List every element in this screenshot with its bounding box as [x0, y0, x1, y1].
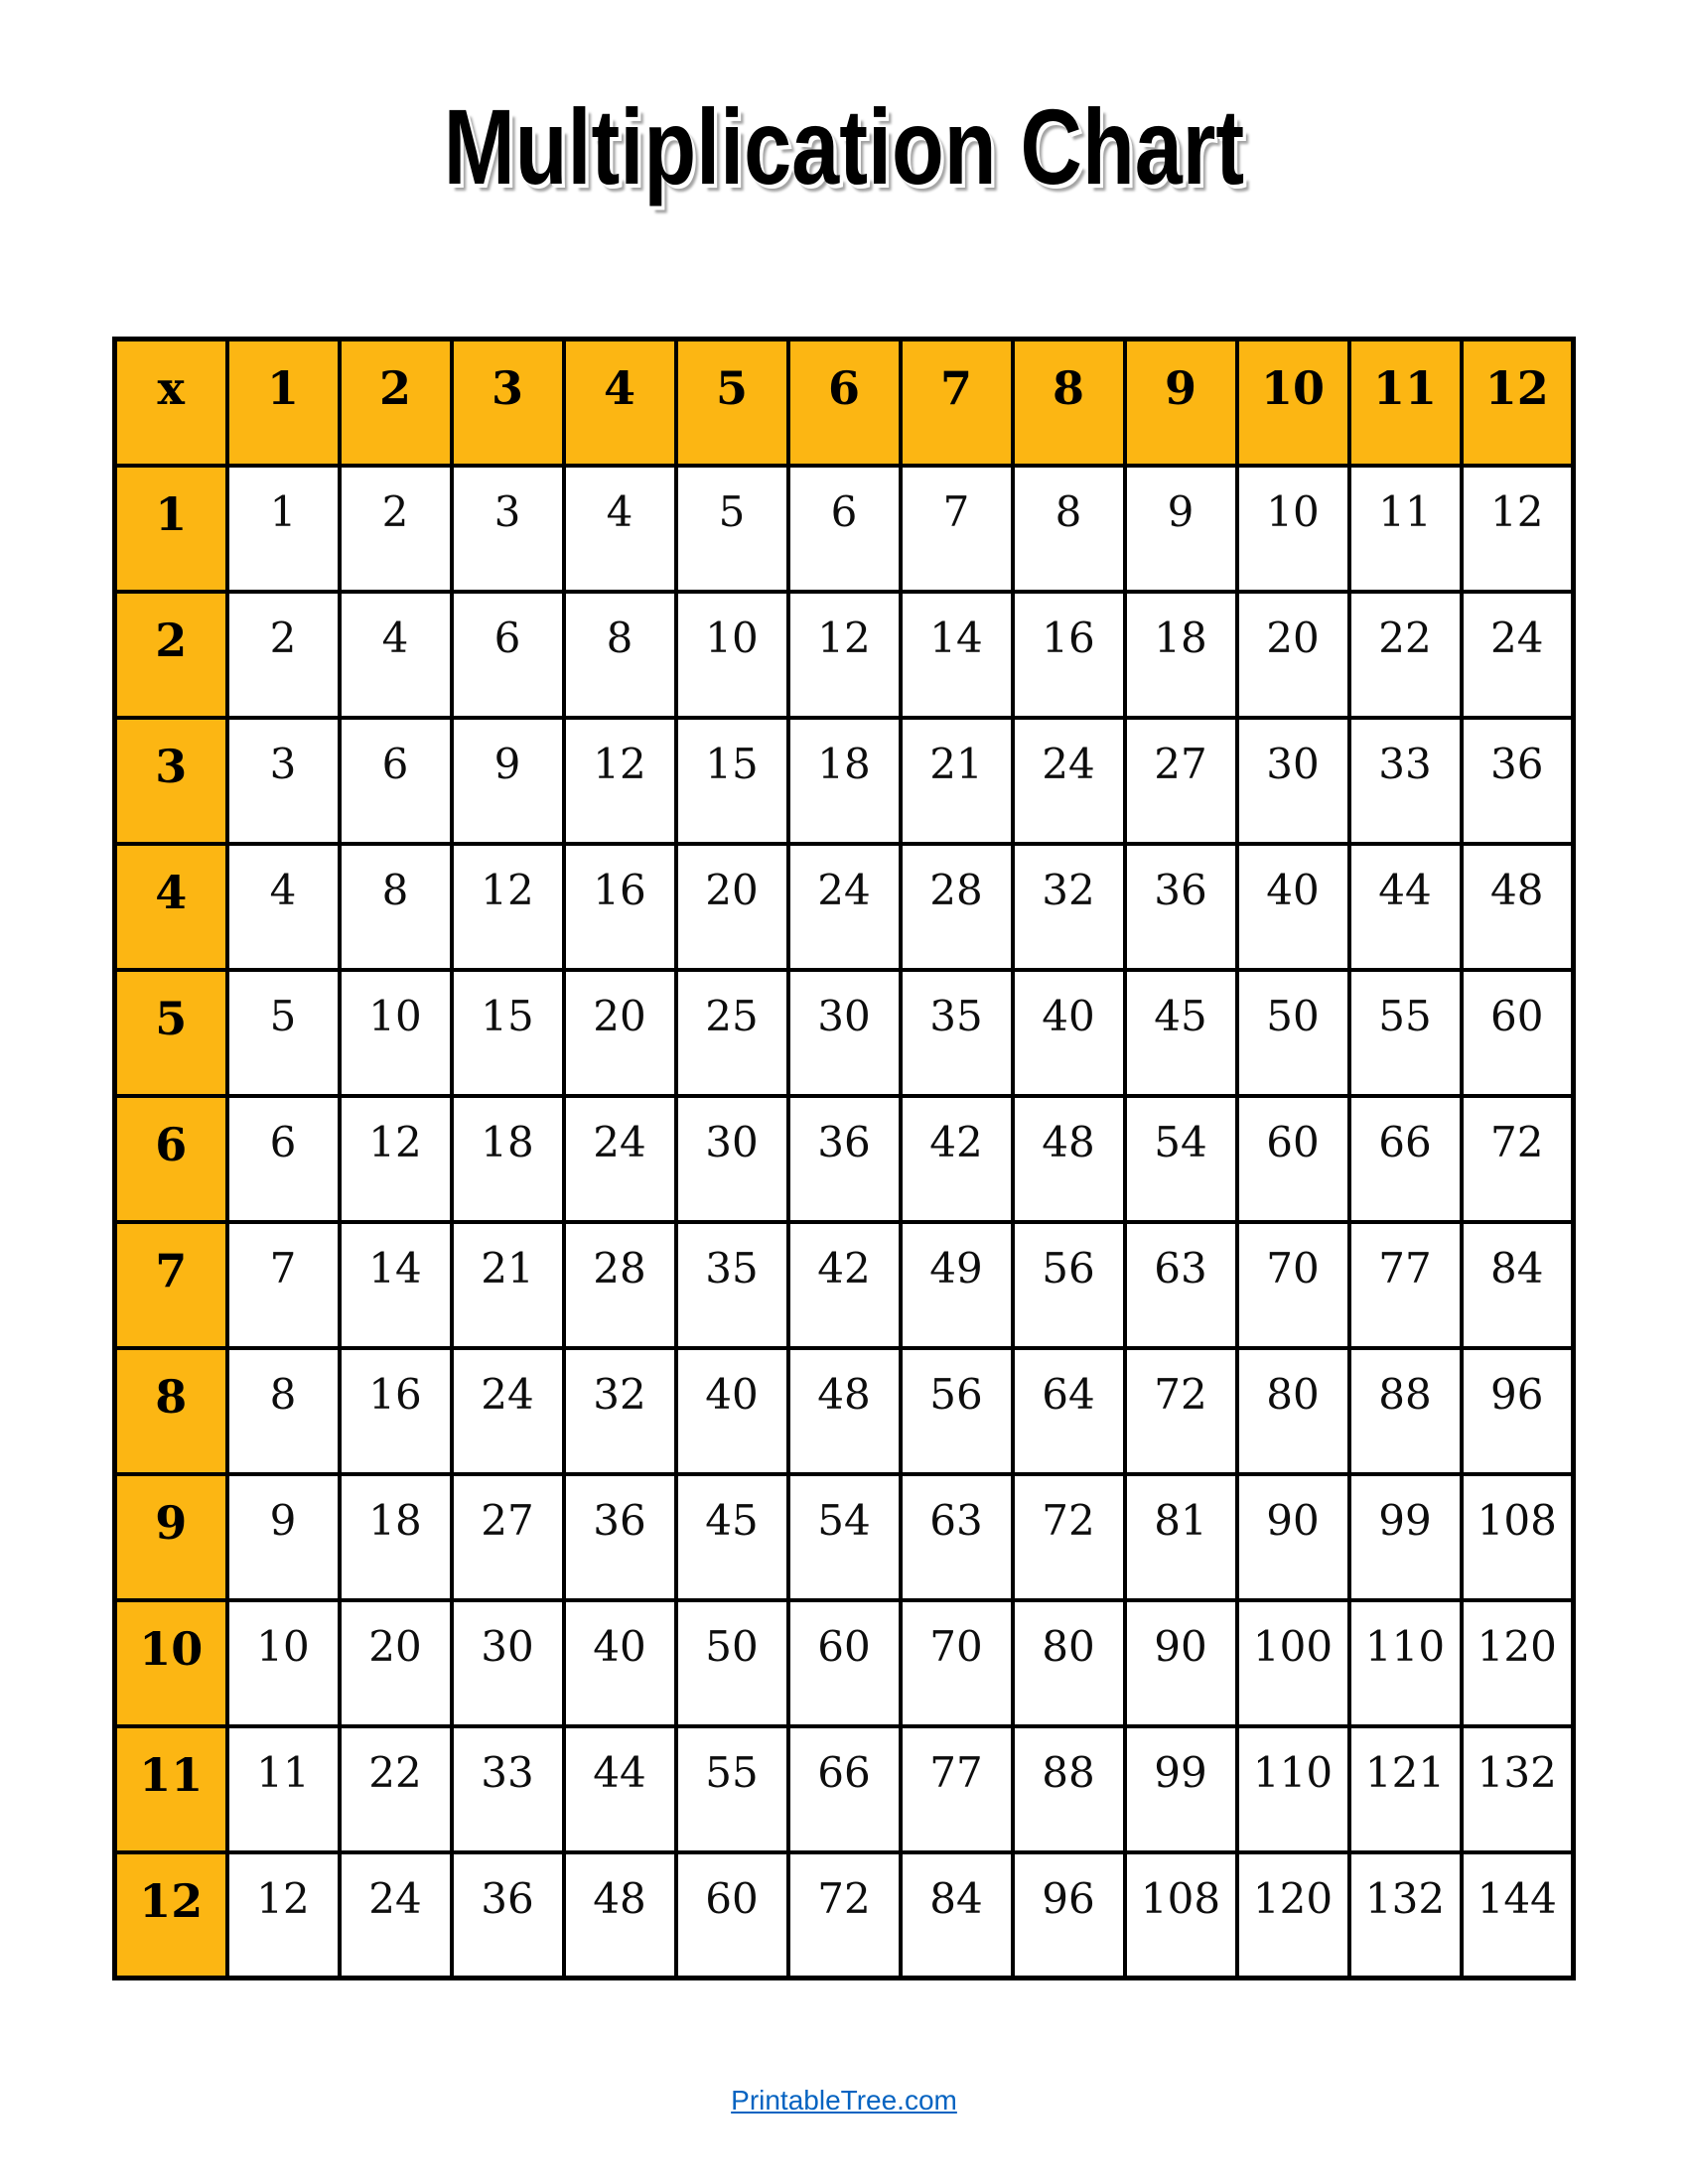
product-cell: 36	[564, 1474, 676, 1600]
product-cell: 144	[1462, 1852, 1574, 1979]
product-cell: 132	[1462, 1726, 1574, 1852]
product-cell: 60	[1237, 1096, 1349, 1222]
product-cell: 108	[1462, 1474, 1574, 1600]
product-cell: 24	[340, 1852, 452, 1979]
product-cell: 108	[1125, 1852, 1237, 1979]
product-cell: 48	[788, 1348, 901, 1474]
product-cell: 120	[1462, 1600, 1574, 1726]
product-cell: 10	[340, 970, 452, 1096]
table-row	[115, 844, 1574, 970]
product-cell: 6	[452, 592, 564, 718]
product-cell: 12	[227, 1852, 340, 1979]
table-row	[115, 1222, 1574, 1348]
header-row	[115, 340, 1574, 466]
product-cell: 64	[1013, 1348, 1125, 1474]
page-title-text: Multiplication Chart	[443, 86, 1245, 206]
product-cell: 16	[340, 1348, 452, 1474]
product-cell: 36	[1125, 844, 1237, 970]
product-cell: 6	[227, 1096, 340, 1222]
table-row	[115, 1348, 1574, 1474]
corner-cell: x	[115, 340, 227, 466]
product-cell: 28	[564, 1222, 676, 1348]
product-cell: 16	[564, 844, 676, 970]
product-cell: 55	[1349, 970, 1462, 1096]
row-header-cell: 6	[115, 1096, 227, 1222]
product-cell: 70	[901, 1600, 1013, 1726]
table-row	[115, 1726, 1574, 1852]
product-cell: 15	[452, 970, 564, 1096]
product-cell: 30	[676, 1096, 788, 1222]
product-cell: 77	[901, 1726, 1013, 1852]
row-header-cell: 1	[115, 466, 227, 592]
product-cell: 50	[1237, 970, 1349, 1096]
product-cell: 16	[1013, 592, 1125, 718]
product-cell: 44	[564, 1726, 676, 1852]
product-cell: 24	[788, 844, 901, 970]
row-header-cell: 11	[115, 1726, 227, 1852]
footer-link[interactable]: PrintableTree.com	[731, 2085, 957, 2116]
product-cell: 90	[1237, 1474, 1349, 1600]
row-header-cell: 5	[115, 970, 227, 1096]
product-cell: 12	[452, 844, 564, 970]
product-cell: 36	[1462, 718, 1574, 844]
column-header-cell: 2	[340, 340, 452, 466]
product-cell: 110	[1349, 1600, 1462, 1726]
table-header	[115, 340, 1574, 466]
product-cell: 18	[452, 1096, 564, 1222]
product-cell: 30	[788, 970, 901, 1096]
product-cell: 32	[564, 1348, 676, 1474]
product-cell: 20	[1237, 592, 1349, 718]
row-header-cell: 3	[115, 718, 227, 844]
product-cell: 110	[1237, 1726, 1349, 1852]
product-cell: 90	[1125, 1600, 1237, 1726]
product-cell: 22	[340, 1726, 452, 1852]
product-cell: 49	[901, 1222, 1013, 1348]
product-cell: 20	[676, 844, 788, 970]
product-cell: 8	[340, 844, 452, 970]
product-cell: 88	[1013, 1726, 1125, 1852]
row-header-cell: 4	[115, 844, 227, 970]
product-cell: 18	[1125, 592, 1237, 718]
column-header-cell: 1	[227, 340, 340, 466]
product-cell: 96	[1462, 1348, 1574, 1474]
column-header-cell: 12	[1462, 340, 1574, 466]
product-cell: 7	[227, 1222, 340, 1348]
table-row	[115, 718, 1574, 844]
product-cell: 4	[227, 844, 340, 970]
product-cell: 121	[1349, 1726, 1462, 1852]
product-cell: 42	[901, 1096, 1013, 1222]
row-header-cell: 12	[115, 1852, 227, 1979]
table-row	[115, 970, 1574, 1096]
product-cell: 72	[788, 1852, 901, 1979]
product-cell: 80	[1013, 1600, 1125, 1726]
column-header-cell: 8	[1013, 340, 1125, 466]
product-cell: 10	[227, 1600, 340, 1726]
product-cell: 5	[676, 466, 788, 592]
column-header-cell: 7	[901, 340, 1013, 466]
product-cell: 6	[788, 466, 901, 592]
product-cell: 72	[1462, 1096, 1574, 1222]
column-header-cell: 6	[788, 340, 901, 466]
product-cell: 56	[1013, 1222, 1125, 1348]
product-cell: 42	[788, 1222, 901, 1348]
product-cell: 27	[1125, 718, 1237, 844]
product-cell: 56	[901, 1348, 1013, 1474]
product-cell: 12	[340, 1096, 452, 1222]
row-header-cell: 2	[115, 592, 227, 718]
product-cell: 15	[676, 718, 788, 844]
column-header-cell: 9	[1125, 340, 1237, 466]
product-cell: 5	[227, 970, 340, 1096]
row-header-cell: 8	[115, 1348, 227, 1474]
product-cell: 40	[564, 1600, 676, 1726]
product-cell: 40	[1237, 844, 1349, 970]
table-body	[115, 466, 1574, 1979]
product-cell: 88	[1349, 1348, 1462, 1474]
product-cell: 50	[676, 1600, 788, 1726]
product-cell: 36	[788, 1096, 901, 1222]
product-cell: 33	[452, 1726, 564, 1852]
product-cell: 35	[901, 970, 1013, 1096]
product-cell: 100	[1237, 1600, 1349, 1726]
product-cell: 99	[1349, 1474, 1462, 1600]
product-cell: 84	[1462, 1222, 1574, 1348]
product-cell: 72	[1125, 1348, 1237, 1474]
product-cell: 9	[1125, 466, 1237, 592]
product-cell: 70	[1237, 1222, 1349, 1348]
product-cell: 48	[1013, 1096, 1125, 1222]
product-cell: 14	[340, 1222, 452, 1348]
product-cell: 96	[1013, 1852, 1125, 1979]
table-row	[115, 1600, 1574, 1726]
product-cell: 48	[1462, 844, 1574, 970]
product-cell: 80	[1237, 1348, 1349, 1474]
table-row	[115, 466, 1574, 592]
product-cell: 7	[901, 466, 1013, 592]
product-cell: 2	[227, 592, 340, 718]
product-cell: 40	[676, 1348, 788, 1474]
table-row	[115, 1474, 1574, 1600]
multiplication-table	[112, 337, 1576, 1980]
product-cell: 60	[788, 1600, 901, 1726]
product-cell: 60	[1462, 970, 1574, 1096]
product-cell: 3	[452, 466, 564, 592]
column-header-cell: 10	[1237, 340, 1349, 466]
product-cell: 54	[788, 1474, 901, 1600]
product-cell: 11	[227, 1726, 340, 1852]
product-cell: 8	[1013, 466, 1125, 592]
row-header-cell: 7	[115, 1222, 227, 1348]
product-cell: 81	[1125, 1474, 1237, 1600]
product-cell: 35	[676, 1222, 788, 1348]
product-cell: 12	[1462, 466, 1574, 592]
product-cell: 18	[788, 718, 901, 844]
product-cell: 60	[676, 1852, 788, 1979]
product-cell: 12	[564, 718, 676, 844]
product-cell: 22	[1349, 592, 1462, 718]
row-header-cell: 9	[115, 1474, 227, 1600]
product-cell: 63	[901, 1474, 1013, 1600]
product-cell: 1	[227, 466, 340, 592]
product-cell: 132	[1349, 1852, 1462, 1979]
product-cell: 24	[452, 1348, 564, 1474]
product-cell: 14	[901, 592, 1013, 718]
table-row	[115, 1852, 1574, 1979]
product-cell: 40	[1013, 970, 1125, 1096]
product-cell: 18	[340, 1474, 452, 1600]
product-cell: 24	[1013, 718, 1125, 844]
product-cell: 63	[1125, 1222, 1237, 1348]
product-cell: 33	[1349, 718, 1462, 844]
product-cell: 2	[340, 466, 452, 592]
product-cell: 25	[676, 970, 788, 1096]
row-header-cell: 10	[115, 1600, 227, 1726]
product-cell: 8	[227, 1348, 340, 1474]
product-cell: 28	[901, 844, 1013, 970]
product-cell: 54	[1125, 1096, 1237, 1222]
product-cell: 44	[1349, 844, 1462, 970]
page-title	[0, 86, 1688, 206]
product-cell: 20	[340, 1600, 452, 1726]
product-cell: 24	[564, 1096, 676, 1222]
column-header-cell: 11	[1349, 340, 1462, 466]
product-cell: 30	[1237, 718, 1349, 844]
product-cell: 36	[452, 1852, 564, 1979]
product-cell: 9	[227, 1474, 340, 1600]
product-cell: 10	[1237, 466, 1349, 592]
product-cell: 66	[1349, 1096, 1462, 1222]
product-cell: 48	[564, 1852, 676, 1979]
product-cell: 84	[901, 1852, 1013, 1979]
product-cell: 9	[452, 718, 564, 844]
product-cell: 55	[676, 1726, 788, 1852]
column-header-cell: 3	[452, 340, 564, 466]
product-cell: 10	[676, 592, 788, 718]
product-cell: 3	[227, 718, 340, 844]
product-cell: 6	[340, 718, 452, 844]
product-cell: 45	[676, 1474, 788, 1600]
product-cell: 11	[1349, 466, 1462, 592]
product-cell: 72	[1013, 1474, 1125, 1600]
product-cell: 24	[1462, 592, 1574, 718]
column-header-cell: 5	[676, 340, 788, 466]
table-row	[115, 592, 1574, 718]
product-cell: 12	[788, 592, 901, 718]
product-cell: 21	[452, 1222, 564, 1348]
product-cell: 32	[1013, 844, 1125, 970]
product-cell: 8	[564, 592, 676, 718]
product-cell: 4	[340, 592, 452, 718]
product-cell: 45	[1125, 970, 1237, 1096]
product-cell: 77	[1349, 1222, 1462, 1348]
product-cell: 4	[564, 466, 676, 592]
product-cell: 66	[788, 1726, 901, 1852]
product-cell: 20	[564, 970, 676, 1096]
product-cell: 21	[901, 718, 1013, 844]
product-cell: 27	[452, 1474, 564, 1600]
table-row	[115, 1096, 1574, 1222]
product-cell: 30	[452, 1600, 564, 1726]
product-cell: 120	[1237, 1852, 1349, 1979]
column-header-cell: 4	[564, 340, 676, 466]
product-cell: 99	[1125, 1726, 1237, 1852]
footer	[0, 2085, 1688, 2116]
